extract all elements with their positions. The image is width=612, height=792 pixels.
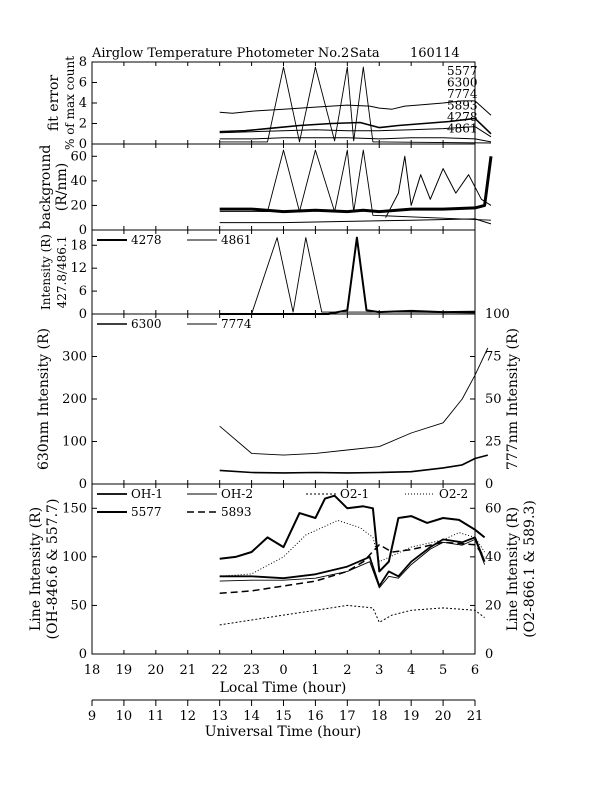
fit-error-series-label: 5893 [447,98,478,113]
local-time-tick-label: 23 [243,663,260,678]
figure-date: 160114 [410,46,460,61]
fit-error-series-label: 4861 [447,121,478,136]
y2-tick-label-panel5: 20 [485,598,502,614]
ylabel-line-intensity-left-line1: Line Intensity (R) [28,506,44,632]
ylabel-630nm: 630nm Intensity (R) [36,327,52,471]
y2-tick-label-panel4: 75 [485,349,502,365]
local-time-tick-label: 5 [438,663,448,678]
figure-site: Sata [350,46,380,61]
series-line-5577 [220,496,485,572]
legend-label-p4-1: 6300 [131,317,162,331]
y2-tick-label-panel5: 40 [485,549,502,565]
ylabel-line-intensity-left [28,499,61,640]
chart-marks [62,55,510,724]
legend-label-p3-1: 4278 [131,233,162,247]
local-time-tick-label: 4 [407,663,416,678]
y-tick-label-panel5: 150 [62,501,87,517]
y-tick-label-panel2: 40 [70,173,87,189]
y2-tick-label-panel4: 100 [485,307,510,322]
local-time-tick-label: 6 [470,663,480,678]
ylabel-line-intensity-left-line2: (OH-846.6 & 557.7) [45,498,61,640]
universal-time-tick-label: 14 [243,709,260,724]
ylabel-intensity-4278-4861 [39,234,69,310]
ylabel-background [38,145,70,230]
y-tick-label-panel3: 12 [70,261,87,277]
legend-label-o2-2: O2-2 [439,487,469,501]
legend-label-p3-2: 4861 [221,233,252,247]
legend-label-oh-2: OH-2 [221,487,253,501]
fit-error-series-label: 7774 [447,87,478,101]
legend-label-5577: 5577 [131,505,162,519]
ylabel-line-intensity-right-line1: Line Intensity (R) [505,506,521,632]
figure-title: Airglow Temperature Photometer No.2 [92,46,350,61]
universal-time-tick-label: 13 [211,709,228,724]
local-time-tick-label: 3 [375,663,384,678]
ylabel-background-line2: (R/nm) [54,162,70,212]
ylabel-intensity-line1: Intensity (R) [39,234,53,310]
y-tick-label-panel5: 50 [70,598,87,614]
local-time-tick-label: 18 [83,663,101,678]
y-tick-label-panel4: 300 [62,349,87,365]
universal-time-tick-label: 20 [434,709,452,724]
universal-time-tick-label: 16 [307,709,324,724]
series-line-5893 [220,542,485,593]
local-time-tick-label: 2 [343,663,352,678]
y-tick-label-panel5: 0 [78,647,87,662]
y-tick-label-panel2: 0 [78,223,87,238]
series-line-panel2-4 [220,219,491,224]
universal-time-tick-label: 10 [115,709,133,724]
ylabel-fit-error-line1: fit error [46,74,62,132]
ylabel-intensity-line2: 427.8/486.1 [55,235,69,309]
ylabel-fit-error-line2: % of max count [63,55,77,151]
universal-time-tick-label: 21 [466,709,484,724]
y2-tick-label-panel4: 0 [485,477,494,492]
local-time-tick-label: 20 [147,663,165,678]
panel-630-777-frame [92,314,475,484]
ylabel-line-intensity-right [505,500,538,638]
local-time-tick-label: 19 [115,663,133,678]
fit-error-series-label: 6300 [447,75,478,90]
ylabel-fit-error [46,56,77,150]
y-tick-label-panel4: 100 [62,434,87,450]
ylabel-background-line1: background [38,144,54,230]
series-line-O2-1 [220,605,485,625]
y-tick-label-panel3: 0 [78,307,87,322]
local-time-tick-label: 21 [179,663,197,678]
ylabel-line-intensity-right-line2: (O2-866.1 & 589.3) [522,500,538,638]
y2-tick-label-panel4: 25 [485,434,502,450]
universal-time-tick-label: 9 [87,709,97,724]
series-line-4278 [220,238,475,314]
universal-time-tick-label: 18 [370,709,388,724]
series-line-6300 [220,455,488,473]
universal-time-tick-label: 19 [402,709,420,724]
y-tick-label-panel3: 18 [70,238,87,254]
universal-time-tick-label: 12 [179,709,197,724]
legend-label-5893: 5893 [221,505,252,519]
y2-tick-label-panel4: 50 [485,392,502,407]
y-tick-label-panel5: 100 [62,549,87,565]
panel-fit-error-frame [92,62,475,144]
xlabel-universal-time: Universal Time (hour) [204,724,362,740]
universal-time-tick-label: 15 [275,709,292,724]
y-tick-label-panel2: 60 [70,149,87,165]
y-tick-label-panel4: 0 [78,477,87,492]
y-tick-label-panel2: 20 [70,198,87,214]
legend-label-o2-1: O2-1 [340,487,370,501]
universal-time-tick-label: 17 [339,709,356,724]
y-tick-label-panel1: 0 [78,137,87,152]
local-time-tick-label: 0 [279,663,288,678]
y-tick-label-panel4: 200 [62,392,87,407]
y2-tick-label-panel5: 60 [485,501,502,517]
fit-error-series-label: 5577 [447,64,478,78]
y-tick-label-panel1: 6 [78,75,87,91]
legend-label-p4-2: 7774 [221,317,252,331]
local-time-tick-label: 1 [311,663,320,678]
y-tick-label-panel1: 4 [78,96,87,111]
y-tick-label-panel3: 6 [78,284,87,300]
fit-error-series-label: 4278 [447,110,478,124]
xlabel-local-time: Local Time (hour) [219,680,347,696]
series-line-panel1-4 [220,138,491,142]
universal-time-tick-label: 11 [147,709,165,724]
local-time-tick-label: 22 [211,663,228,678]
legend-label-oh-1: OH-1 [131,487,163,501]
y2-tick-label-panel5: 0 [485,647,494,662]
y2label-777nm: 777nm Intensity (R) [505,327,521,471]
series-line-7774 [220,348,488,455]
y-tick-label-panel1: 2 [78,116,87,132]
y-tick-label-panel1: 8 [78,55,87,70]
